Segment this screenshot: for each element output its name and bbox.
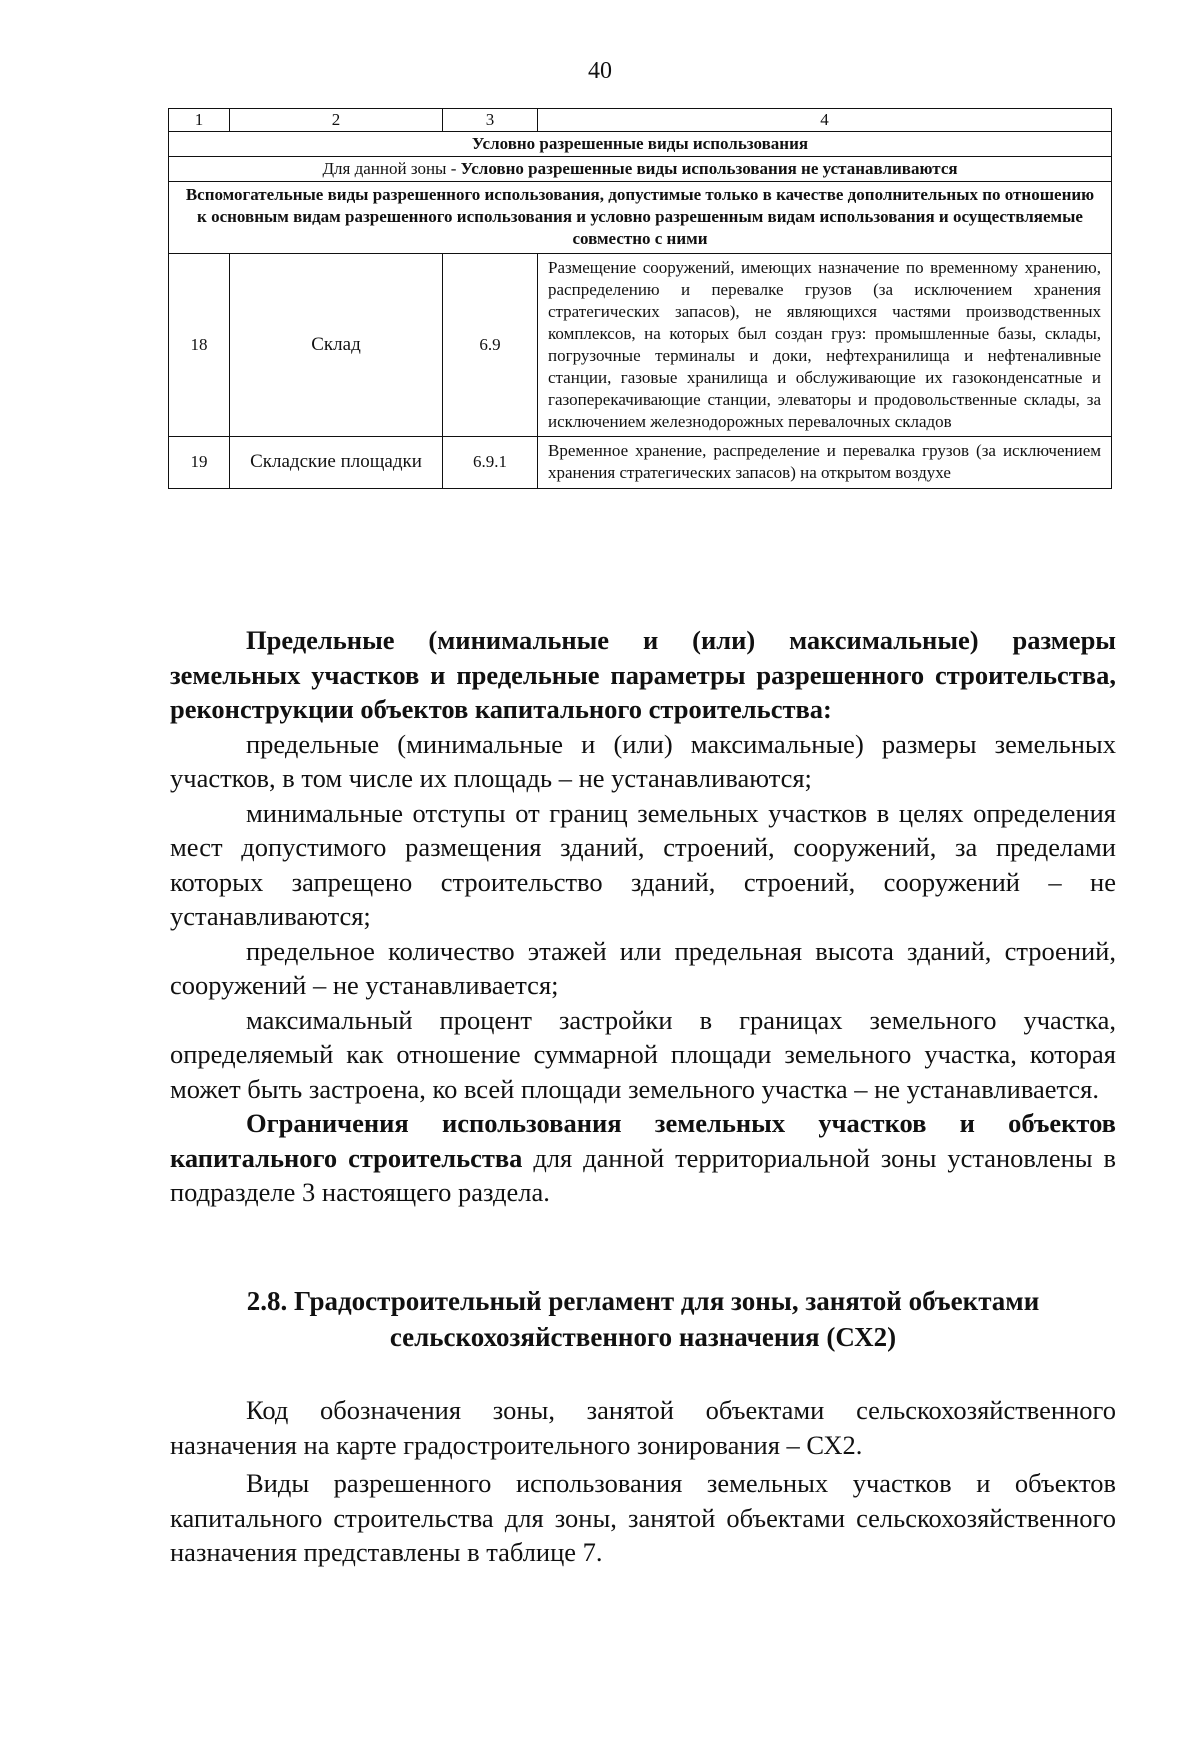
page-number: 40 bbox=[588, 58, 612, 84]
row-number: 19 bbox=[169, 437, 230, 488]
limits-item: предельное количество этажей или предельная высота зданий, строений, сооружений – не устанавливается; bbox=[170, 935, 1116, 1000]
limits-section bbox=[170, 623, 1116, 1210]
conditional-note-prefix: Для данной зоны - bbox=[322, 159, 461, 179]
conditional-uses-header: Условно разрешенные виды использования bbox=[169, 132, 1112, 157]
table-column-number-row bbox=[169, 109, 1112, 132]
section-2-8-body bbox=[170, 1393, 1116, 1570]
limits-item: предельные (минимальные и (или) максимальные) размеры земельных участков, в том числе их площадь – не устанавливаются; bbox=[170, 728, 1116, 793]
conditional-uses-note-row bbox=[169, 157, 1112, 182]
conditional-note-bold: Условно разрешенные виды использования не устанавливаются bbox=[460, 159, 958, 179]
limits-heading: Предельные (минимальные и (или) максимальные) размеры земельных участков и предельные параметры разрешенного строительства, реконструкции объектов капитального строительства: bbox=[170, 625, 1116, 724]
table-row bbox=[169, 437, 1112, 488]
section-heading-2-8: 2.8. Градостроительный регламент для зоны, занятой объектами сельскохозяйственного назначения (СХ2) bbox=[246, 1286, 1040, 1352]
use-code: 6.9.1 bbox=[443, 437, 538, 488]
column-number-4: 4 bbox=[538, 109, 1112, 132]
limits-item: максимальный процент застройки в границах земельного участка, определяемый как отношение суммарной площади земельного участка, которая может быть застроена, ко всей площади земельного участка – не устанавливается. bbox=[170, 1004, 1116, 1104]
table-row bbox=[169, 253, 1112, 437]
column-number-2: 2 bbox=[230, 109, 443, 132]
restrictions-paragraph bbox=[170, 1106, 1116, 1210]
use-name: Склад bbox=[230, 253, 443, 437]
limits-item: минимальные отступы от границ земельных участков в целях определения мест допустимого размещения зданий, строений, сооружений, за пределами которых запрещено строительство зданий, строений, сооружений – не устанавливаются; bbox=[170, 797, 1116, 931]
column-number-1: 1 bbox=[169, 109, 230, 132]
restrictions-rest: для данной территориальной зоны установлены в подразделе 3 настоящего раздела. bbox=[170, 1142, 1116, 1207]
restrictions-bold: Ограничения использования земельных участков и объектов капитального строительства bbox=[170, 1108, 1116, 1173]
body-paragraph: Код обозначения зоны, занятой объектами сельскохозяйственного назначения на карте градостроительного зонирования – СХ2. bbox=[170, 1395, 1116, 1460]
use-description: Временное хранение, распределение и перевалка грузов (за исключением хранения стратегических запасов) на открытом воздухе bbox=[538, 437, 1112, 488]
body-paragraph: Виды разрешенного использования земельных участков и объектов капитального строительства для зоны, занятой объектами сельскохозяйственного назначения представлены в таблице 7. bbox=[170, 1468, 1116, 1567]
column-number-3: 3 bbox=[443, 109, 538, 132]
conditional-uses-header-row bbox=[169, 132, 1112, 157]
use-name: Складские площадки bbox=[230, 437, 443, 488]
use-code: 6.9 bbox=[443, 253, 538, 437]
land-use-table bbox=[168, 108, 1112, 489]
conditional-uses-note bbox=[169, 157, 1112, 182]
auxiliary-uses-header-row bbox=[169, 182, 1112, 253]
use-description: Размещение сооружений, имеющих назначение по временному хранению, распределению и перевалке грузов (за исключением хранения стратегических запасов), не являющихся частями производственных комплексов, на которых был создан груз: промышленные базы, склады, погрузочные терминалы и доки, нефтехранилища и нефтеналивные станции, газовые хранилища и обслуживающие их газоконденсатные и газоперекачивающие станции, элеваторы и продовольственные склады, за исключением железнодорожных перевалочных складов bbox=[538, 253, 1112, 437]
auxiliary-uses-header: Вспомогательные виды разрешенного использования, допустимые только в качестве дополнительных по отношению к основным видам разрешенного использования и условно разрешенным видам использования и осуществляемые совместно с ними bbox=[169, 182, 1112, 253]
row-number: 18 bbox=[169, 253, 230, 437]
